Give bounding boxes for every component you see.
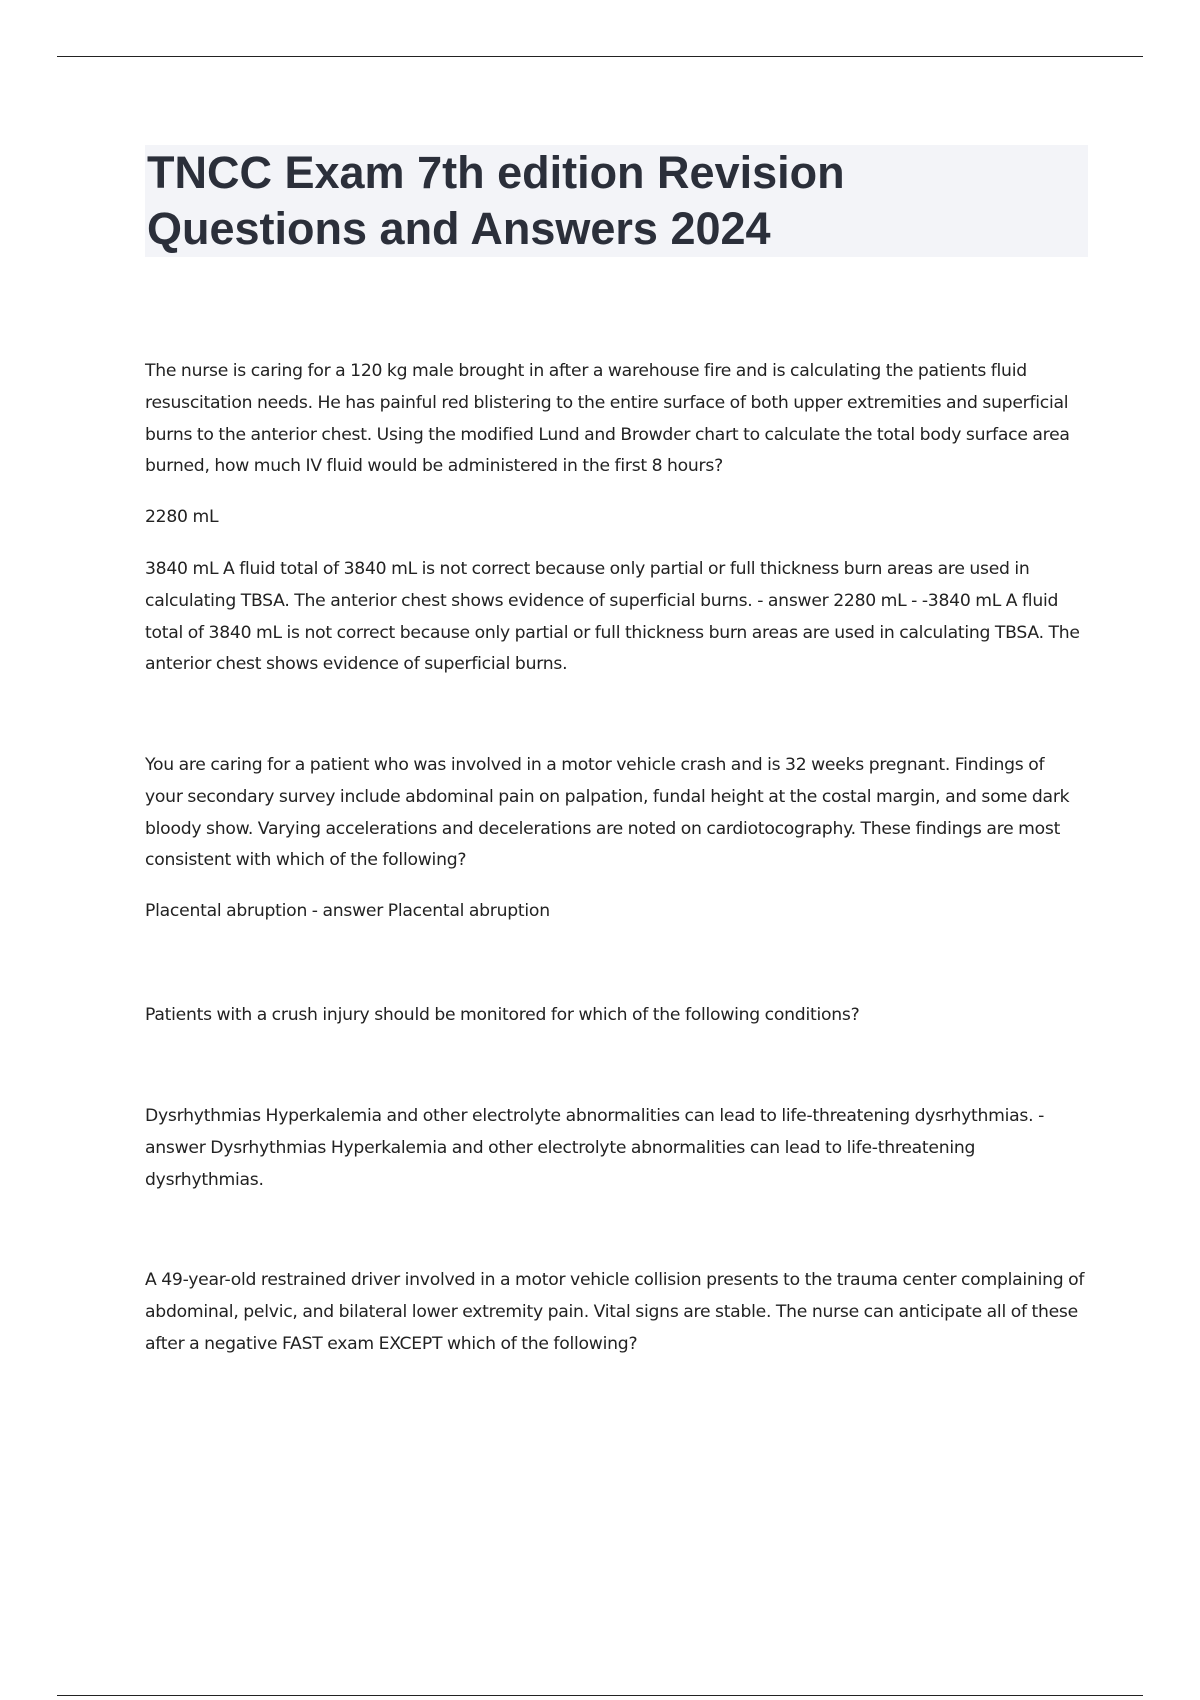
question-4: A 49-year-old restrained driver involved in a motor vehicle collision presents to the trauma center complaining of abdominal, pelvic, and bilateral lower extremity pain. Vital signs are stable. The nurse can anticipate all of these after a negative FAST exam EXCEPT which of the following? <box>145 1270 1085 1354</box>
question-3: Patients with a crush injury should be monitored for which of the following conditions? <box>145 1005 860 1025</box>
question-2: You are caring for a patient who was involved in a motor vehicle crash and is 32 weeks pregnant. Findings of your secondary survey include abdominal pain on palpation, fundal height at the costal margin, and some dark bloody show. Varying accelerations and decelerations are noted on cardiotocography. These findings are most consistent with which of the following? <box>145 755 1070 871</box>
title-line-2: Questions and Answers 2024 <box>147 203 771 254</box>
title-line-1: TNCC Exam 7th edition Revision <box>147 147 845 198</box>
answer-2: Placental abruption - answer Placental abruption <box>145 901 550 921</box>
answer-1: 3840 mL A fluid total of 3840 mL is not correct because only partial or full thickness burn areas are used in calculating TBSA. The anterior chest shows evidence of superficial burns. - answer 2280 mL - -3840 mL A fluid total of 3840 mL is not correct because only partial or full thickness burn areas are used in calculating TBSA. The anterior chest shows evidence of superficial burns. <box>145 559 1080 675</box>
document-title <box>145 145 1088 257</box>
header-rule <box>57 56 1143 57</box>
option-1: 2280 mL <box>145 507 219 527</box>
question-1: The nurse is caring for a 120 kg male brought in after a warehouse fire and is calculating the patients fluid resuscitation needs. He has painful red blistering to the entire surface of both upper extremities and superficial burns to the anterior chest. Using the modified Lund and Browder chart to calculate the total body surface area burned, how much IV fluid would be administered in the first 8 hours? <box>145 361 1070 477</box>
footer-rule <box>57 1695 1143 1696</box>
answer-3: Dysrhythmias Hyperkalemia and other electrolyte abnormalities can lead to life-threatening dysrhythmias. - answer Dysrhythmias Hyperkalemia and other electrolyte abnormalities can lead to life-threatening dysrhythmias. <box>145 1106 1045 1190</box>
